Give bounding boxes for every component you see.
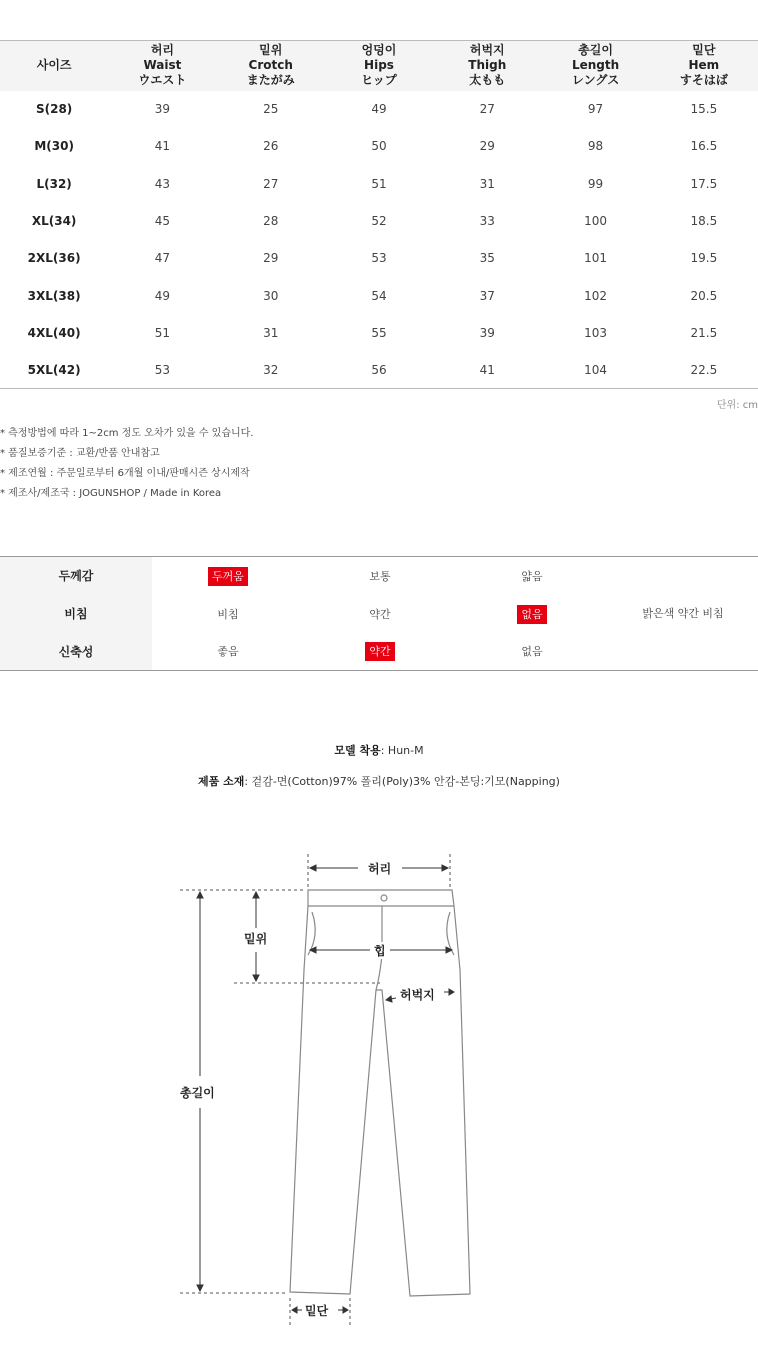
size-cell: L(32)	[36, 176, 72, 191]
measure-cell: 27	[263, 176, 279, 191]
measure-cell: 35	[479, 251, 495, 266]
feature-option-cell	[456, 595, 608, 633]
feature-option-cell	[152, 595, 304, 633]
feature-option-selected: 두꺼움	[208, 567, 248, 586]
size-cell: 5XL(42)	[0, 352, 108, 389]
measure-cell: 55	[371, 325, 387, 340]
feature-table-body	[0, 557, 758, 671]
size-table-header	[0, 41, 758, 91]
measure-cell: 101	[584, 251, 607, 266]
waist-label: 허리	[368, 862, 392, 876]
size-row	[0, 165, 758, 202]
measure-cell: 104	[541, 352, 649, 389]
feature-option-selected: 없음	[517, 605, 546, 624]
feature-option-cell	[152, 633, 304, 671]
feature-row	[0, 557, 758, 595]
measure-cell: 31	[479, 176, 495, 191]
size-row	[0, 128, 758, 165]
hip-label: 힙	[374, 944, 386, 958]
crotch-label: 밑위	[244, 932, 268, 946]
measure-cell: 26	[263, 139, 279, 154]
measure-cell: 54	[371, 288, 387, 303]
header-thigh: 허벅지 Thigh 太もも	[468, 43, 507, 88]
measure-cell: 15.5	[690, 102, 718, 117]
measure-cell: 29	[479, 139, 495, 154]
size-row	[0, 314, 758, 351]
feature-note: 밝은색 약간 비침	[642, 606, 724, 620]
note-item: * 제조사/제조국 : JOGUNSHOP / Made in Korea	[0, 488, 222, 499]
size-cell: M(30)	[34, 139, 74, 154]
measure-cell: 31	[263, 325, 279, 340]
feature-option-cell	[304, 557, 456, 595]
measure-cell: 28	[263, 214, 279, 229]
note-item: * 품질보증기준 : 교환/반품 안내참고	[0, 448, 160, 459]
pants-diagram	[160, 840, 500, 1340]
measure-cell: 100	[584, 214, 607, 229]
header-crotch: 밑위 Crotch またがみ	[246, 43, 295, 88]
note-item: * 측정방법에 따라 1~2cm 정도 오차가 있을 수 있습니다.	[0, 428, 254, 439]
measure-cell: 39	[479, 325, 495, 340]
feature-option: 얇음	[521, 569, 543, 583]
size-row	[0, 352, 758, 389]
measure-cell: 37	[479, 288, 495, 303]
feature-row	[0, 595, 758, 633]
measure-cell: 102	[584, 288, 607, 303]
measure-cell: 41	[154, 139, 171, 154]
feature-note	[608, 633, 758, 671]
thigh-label: 허벅지	[400, 988, 435, 1002]
feature-option-cell	[456, 557, 608, 595]
measure-cell: 32	[217, 352, 325, 389]
measure-cell: 30	[263, 288, 279, 303]
header-hips: 엉덩이 Hips ヒップ	[361, 43, 397, 88]
feature-row	[0, 633, 758, 671]
size-cell: 3XL(38)	[27, 288, 81, 303]
length-label: 총길이	[180, 1086, 215, 1100]
measure-cell: 56	[325, 352, 433, 389]
material-label: 제품 소재	[198, 775, 245, 788]
feature-option: 비침	[217, 607, 239, 621]
header-hem: 밑단 Hem すそはば	[679, 43, 728, 88]
size-table-body	[0, 91, 758, 389]
measure-cell: 43	[154, 176, 171, 191]
measure-cell: 99	[587, 176, 604, 191]
size-row	[0, 202, 758, 239]
measure-cell: 25	[263, 102, 279, 117]
measure-cell: 49	[371, 102, 387, 117]
feature-option-selected: 약간	[365, 642, 394, 661]
measure-cell: 98	[587, 139, 604, 154]
feature-option-cell	[456, 633, 608, 671]
measure-cell: 22.5	[650, 352, 758, 389]
size-table	[0, 40, 758, 389]
size-cell: 2XL(36)	[27, 251, 81, 266]
measure-cell: 33	[479, 214, 495, 229]
measure-cell: 16.5	[690, 139, 718, 154]
note-item: * 제조연월 : 주문일로부터 6개월 이내/판매시즌 상시제작	[0, 468, 250, 479]
size-row	[0, 240, 758, 277]
hem-label: 밑단	[305, 1304, 329, 1318]
measure-cell: 97	[587, 102, 604, 117]
model-value: : Hun-M	[380, 744, 424, 757]
material-info	[0, 773, 758, 789]
measure-cell: 51	[371, 176, 387, 191]
measure-cell: 45	[154, 214, 171, 229]
feature-table	[0, 556, 758, 671]
feature-option: 없음	[521, 645, 543, 659]
measure-cell: 17.5	[690, 176, 718, 191]
material-value: : 겉감-면(Cotton)97% 폴리(Poly)3% 안감-본딩:기모(Napping)	[244, 775, 560, 788]
feature-option-cell	[152, 557, 304, 595]
measure-cell: 18.5	[690, 214, 718, 229]
model-info	[0, 742, 758, 758]
feature-label: 신축성	[0, 633, 152, 671]
size-cell: 4XL(40)	[27, 325, 81, 340]
measure-cell: 47	[154, 251, 171, 266]
size-cell: S(28)	[35, 102, 73, 117]
size-row	[0, 277, 758, 314]
measure-cell: 39	[154, 102, 171, 117]
measure-cell: 19.5	[690, 251, 718, 266]
feature-option: 보통	[369, 569, 391, 583]
measure-cell: 52	[371, 214, 387, 229]
size-row	[0, 91, 758, 128]
measure-cell: 20.5	[690, 288, 718, 303]
measure-cell: 49	[154, 288, 171, 303]
measure-cell: 50	[371, 139, 387, 154]
measure-cell: 53	[371, 251, 387, 266]
feature-option-cell	[304, 633, 456, 671]
feature-option: 좋음	[217, 645, 239, 659]
header-size: 사이즈	[36, 58, 72, 73]
feature-label: 두께감	[0, 557, 152, 595]
feature-note	[608, 557, 758, 595]
feature-option: 약간	[369, 607, 391, 621]
size-cell: XL(34)	[31, 214, 77, 229]
measure-cell: 51	[154, 325, 171, 340]
model-label: 모델 착용	[334, 744, 381, 757]
measure-cell: 27	[479, 102, 495, 117]
header-waist: 허리 Waist ウエスト	[138, 43, 187, 88]
notes	[0, 424, 254, 504]
measure-cell: 41	[433, 352, 541, 389]
feature-option-cell	[304, 595, 456, 633]
header-length: 총길이 Length レングス	[571, 43, 620, 88]
measure-cell: 21.5	[690, 325, 718, 340]
measure-cell: 53	[108, 352, 216, 389]
measure-cell: 29	[263, 251, 279, 266]
measure-cell: 103	[584, 325, 607, 340]
unit-label: 단위: cm	[716, 400, 758, 411]
feature-label: 비침	[0, 595, 152, 633]
